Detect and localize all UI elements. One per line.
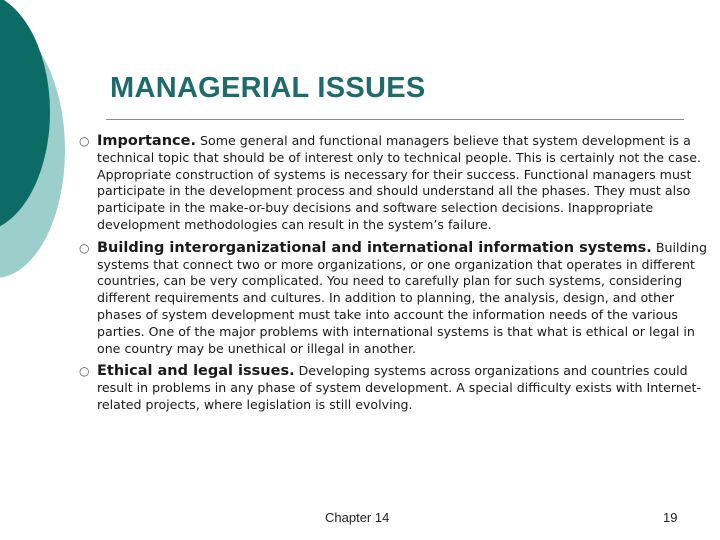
bullet-text: Developing systems across organizations and countries could result in problems in any phase of system development. A special difficulty exists with Internet-related projects, where legislation is still evolving. bbox=[97, 363, 702, 412]
decorative-teal-shapes bbox=[0, 0, 90, 300]
bullet-list bbox=[80, 133, 712, 420]
bullet-item-ethical bbox=[80, 363, 712, 413]
bullet-circle-icon: ○ bbox=[79, 364, 90, 379]
slide-title: MANAGERIAL ISSUES bbox=[110, 72, 426, 104]
footer-chapter: Chapter 14 bbox=[325, 510, 390, 525]
bullet-item-importance bbox=[80, 133, 712, 234]
bullet-lead: Building interorganizational and international information systems. bbox=[97, 239, 652, 256]
title-divider bbox=[106, 119, 684, 120]
bullet-lead: Importance. bbox=[97, 133, 196, 149]
bullet-text: Building systems that connect two or more organizations, or one organization that operates in different countries, can be very complicated. You need to carefully plan for such systems, considering different requirements and cultures. In addition to planning, the analysis, design, and other phases of system development must take into account the information needs of the various parties. One of the major problems with international systems is that what is ethical or legal in one country may be unethical or illegal in another. bbox=[97, 239, 707, 356]
bullet-circle-icon: ○ bbox=[79, 134, 90, 148]
bullet-circle-icon: ○ bbox=[79, 240, 90, 255]
page-number: 19 bbox=[663, 510, 678, 525]
bullet-text: Some general and functional managers believe that system development is a technical topic that should be of interest only to technical people. This is certainly not the case. Appropriate construction of systems is necessary for their success. Functional managers must participate in the development process and should understand all the phases. They must also participate in the make-or-buy decisions and software selection decisions. Inappropriate development methodologies can result in the system’s failure. bbox=[97, 133, 701, 232]
bullet-item-international bbox=[80, 240, 712, 358]
bullet-lead: Ethical and legal issues. bbox=[97, 363, 295, 380]
